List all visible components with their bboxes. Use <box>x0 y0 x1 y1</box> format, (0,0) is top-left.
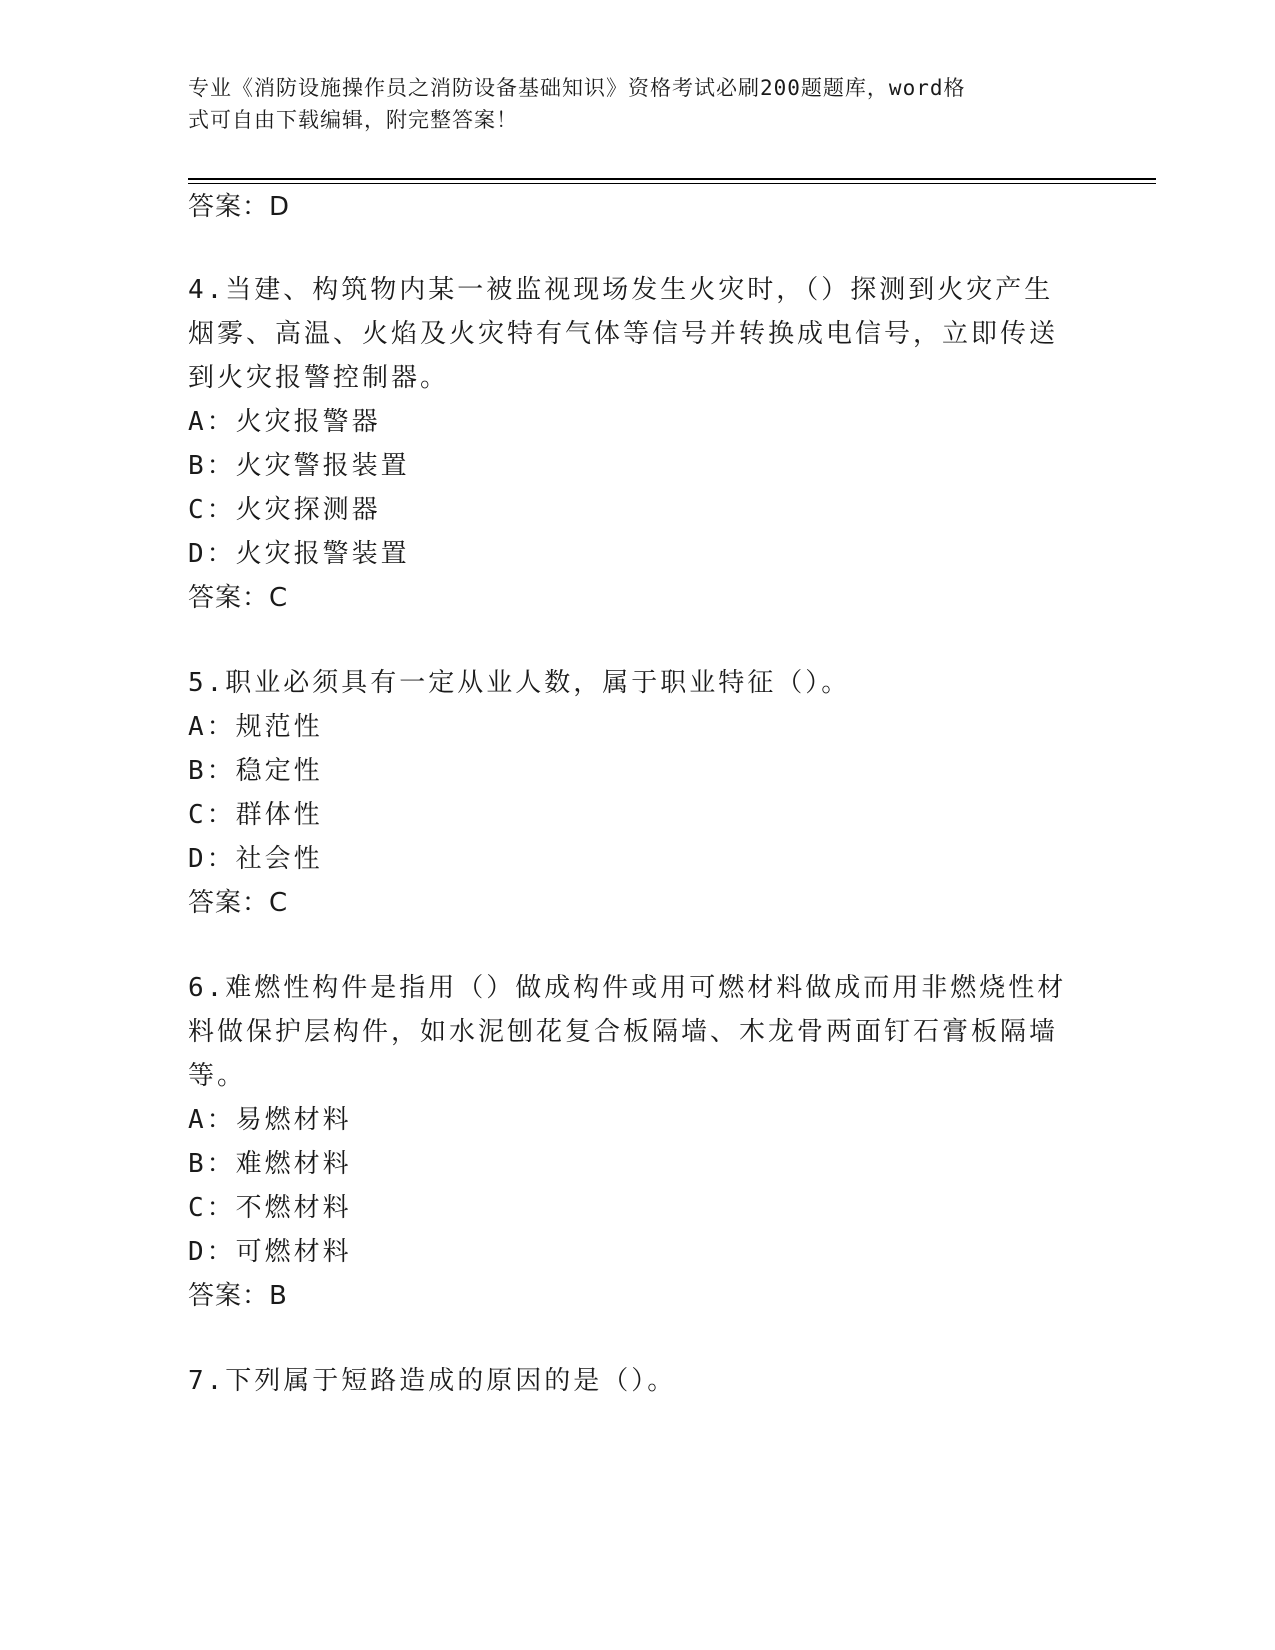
question-5-option-c: C：群体性 <box>188 800 323 830</box>
question-4-text-line-2: 烟雾、高温、火焰及火灾特有气体等信号并转换成电信号，立即传送 <box>188 319 1059 349</box>
header-line-2: 式可自由下载编辑，附完整答案！ <box>188 108 518 132</box>
question-6-text-line-2: 料做保护层构件，如水泥刨花复合板隔墙、木龙骨两面钉石膏板隔墙 <box>188 1017 1059 1047</box>
question-5-option-d: D：社会性 <box>188 844 323 874</box>
question-6-text-line-3: 等。 <box>188 1061 247 1091</box>
header-divider-thin <box>188 183 1156 184</box>
question-7-text-line-1: 7.下列属于短路造成的原因的是（）。 <box>188 1366 677 1396</box>
question-4-option-b: B：火灾警报装置 <box>188 451 410 481</box>
question-6-option-c: C：不燃材料 <box>188 1193 352 1223</box>
question-5-text-line-1: 5.职业必须具有一定从业人数，属于职业特征（）。 <box>188 668 851 698</box>
question-5-option-b: B：稳定性 <box>188 756 323 786</box>
question-4-text-line-1: 4.当建、构筑物内某一被监视现场发生火灾时，（）探测到火灾产生 <box>188 275 1054 305</box>
question-4-option-c: C：火灾探测器 <box>188 495 381 525</box>
answer-q3: 答案：D <box>188 192 291 222</box>
answer-q4: 答案：C <box>188 583 289 613</box>
header-divider-thick <box>188 178 1156 180</box>
question-6-option-d: D：可燃材料 <box>188 1237 352 1267</box>
question-6-option-a: A：易燃材料 <box>188 1105 352 1135</box>
question-5-option-a: A：规范性 <box>188 712 323 742</box>
question-4-option-d: D：火灾报警装置 <box>188 539 410 569</box>
question-4-option-a: A：火灾报警器 <box>188 407 381 437</box>
question-4-text-line-3: 到火灾报警控制器。 <box>188 363 450 393</box>
question-6-text-line-1: 6.难燃性构件是指用（）做成构件或用可燃材料做成而用非燃烧性材 <box>188 973 1067 1003</box>
header-line-1: 专业《消防设施操作员之消防设备基础知识》资格考试必刷200题题库，word格 <box>188 76 966 100</box>
answer-q5: 答案：C <box>188 888 289 918</box>
answer-q6: 答案：B <box>188 1281 288 1311</box>
document-header <box>188 72 1068 136</box>
question-6-option-b: B：难燃材料 <box>188 1149 352 1179</box>
